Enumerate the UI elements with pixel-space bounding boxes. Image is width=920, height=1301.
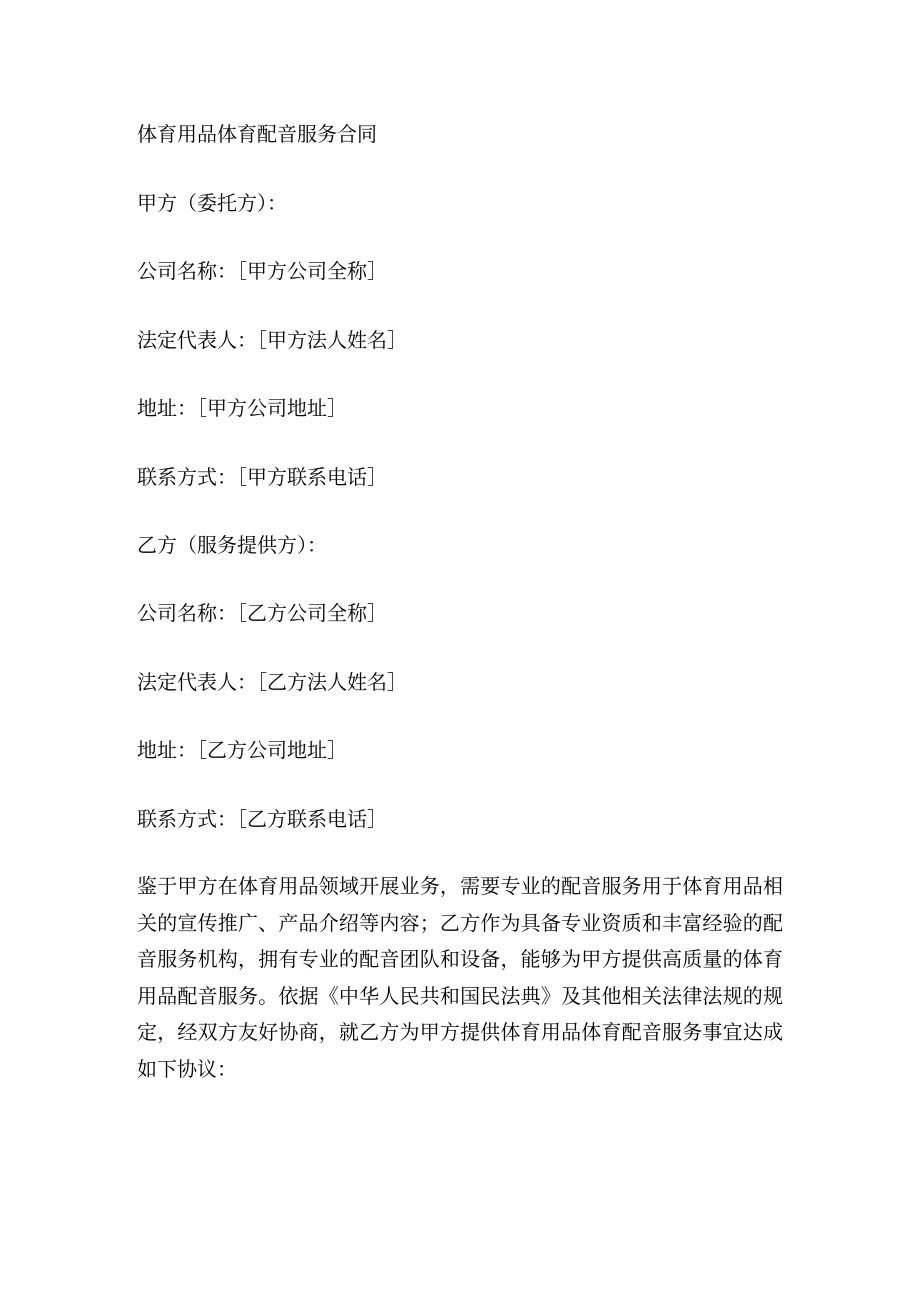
preamble-paragraph: 鉴于甲方在体育用品领域开展业务，需要专业的配音服务用于体育用品相关的宣传推广、产品介绍等内容；乙方作为具备专业资质和丰富经验的配音服务机构，拥有专业的配音团队和设备，能够为甲方提供高质量的体育用品配音服务。依据《中华人民共和国民法典》及其他相关法律法规的规定，经双方友好协商，就乙方为甲方提供体育用品体育配音服务事宜达成如下协议： xyxy=(137,874,783,1081)
party-b-address: 地址：［乙方公司地址］ xyxy=(137,738,347,762)
contract-title: 体育用品体育配音服务合同 xyxy=(137,122,377,146)
party-b-contact: 联系方式：［乙方联系电话］ xyxy=(137,807,387,831)
party-b-representative: 法定代表人：［乙方法人姓名］ xyxy=(137,670,407,694)
party-a-address: 地址：［甲方公司地址］ xyxy=(137,396,347,420)
party-a-heading: 甲方（委托方）： xyxy=(137,191,287,215)
party-a-contact: 联系方式：［甲方联系电话］ xyxy=(137,465,387,489)
party-b-heading: 乙方（服务提供方）： xyxy=(137,533,327,557)
party-a-representative: 法定代表人：［甲方法人姓名］ xyxy=(137,328,407,352)
party-b-company: 公司名称：［乙方公司全称］ xyxy=(137,601,387,625)
party-a-company: 公司名称：［甲方公司全称］ xyxy=(137,259,387,283)
